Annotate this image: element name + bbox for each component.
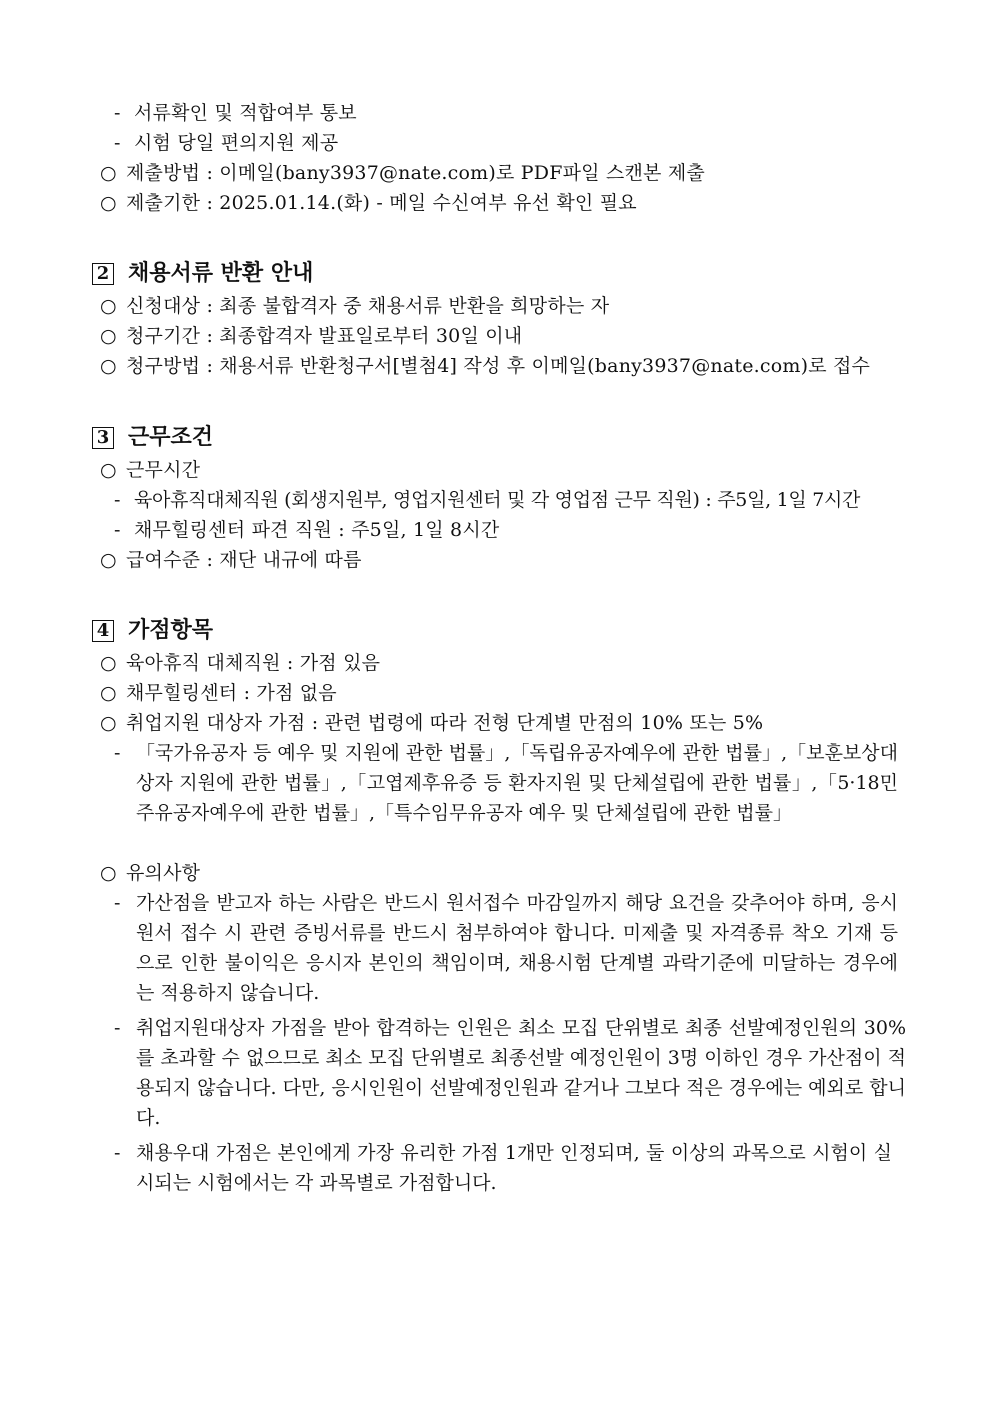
list-item: ○ 신청대상 : 최종 불합격자 중 채용서류 반환을 희망하는 자	[100, 295, 610, 317]
section-heading: 4 가점항목	[92, 617, 213, 643]
list-item: ○ 청구기간 : 최종합격자 발표일로부터 30일 이내	[100, 325, 523, 347]
list-item: ○ 취업지원 대상자 가점 : 관련 법령에 따라 전형 단계별 만점의 10% 또는 5%	[100, 712, 764, 734]
list-item: ○ 육아휴직 대체직원 : 가점 있음	[100, 652, 381, 674]
list-item: - 채무힐링센터 파견 직원 : 주5일, 1일 8시간	[114, 519, 500, 541]
list-item: ○ 청구방법 : 채용서류 반환청구서[별첨4] 작성 후 이메일(bany3937@nate.com)로 접수	[100, 355, 871, 377]
list-item: ○ 제출기한 : 2025.01.14.(화) - 메일 수신여부 유선 확인 필요	[100, 192, 637, 214]
list-item: ○ 유의사항	[100, 862, 201, 884]
section-number: 4	[92, 620, 114, 642]
section-heading: 3 근무조건	[92, 424, 213, 450]
list-item: ○ 채무힐링센터 : 가점 없음	[100, 682, 337, 704]
law-list: - 「국가유공자 등 예우 및 지원에 관한 법률」,「독립유공자예우에 관한 법률」,「보훈보상대상자 지원에 관한 법률」,「고엽제후유증 등 환자지원 및 단체설립에 관한 법률」,「5·18민주유공자예우에 관한 법률」,「특수임무유공자 예우 및 단체설립에 관한 법률」	[114, 742, 898, 824]
list-item: - 육아휴직대체직원 (회생지원부, 영업지원센터 및 각 영업점 근무 직원) : 주5일, 1일 7시간	[114, 489, 861, 511]
list-item: - 서류확인 및 적합여부 통보	[114, 102, 357, 124]
section-heading: 2 채용서류 반환 안내	[92, 260, 313, 286]
note-item: - 가산점을 받고자 하는 사람은 반드시 원서접수 마감일까지 해당 요건을 갖추어야 하며, 응시원서 접수 시 관련 증빙서류를 반드시 첨부하여야 합니다. 미제출 및 자격종류 착오 기재 등으로 인한 불이익은 응시자 본인의 책임이며, 채용시험 단계별 과락기준에 미달하는 경우에는 적용하지 않습니다.	[114, 892, 898, 1004]
note-item: - 채용우대 가점은 본인에게 가장 유리한 가점 1개만 인정되며, 둘 이상의 과목으로 시험이 실시되는 시험에서는 각 과목별로 가점합니다.	[114, 1142, 892, 1194]
note-item: - 취업지원대상자 가점을 받아 합격하는 인원은 최소 모집 단위별로 최종 선발예정인원의 30%를 초과할 수 없으므로 최소 모집 단위별로 최종선발 예정인원이 3명 이하인 경우 가산점이 적용되지 않습니다. 다만, 응시인원이 선발예정인원과 같거나 그보다 적은 경우에는 예외로 합니다.	[114, 1017, 906, 1129]
list-item: ○ 제출방법 : 이메일(bany3937@nate.com)로 PDF파일 스캔본 제출	[100, 162, 705, 184]
list-item: ○ 급여수준 : 재단 내규에 따름	[100, 549, 362, 571]
list-item: ○ 근무시간	[100, 459, 201, 481]
list-item: - 시험 당일 편의지원 제공	[114, 132, 339, 154]
section-number: 3	[92, 427, 114, 449]
section-number: 2	[92, 263, 114, 285]
